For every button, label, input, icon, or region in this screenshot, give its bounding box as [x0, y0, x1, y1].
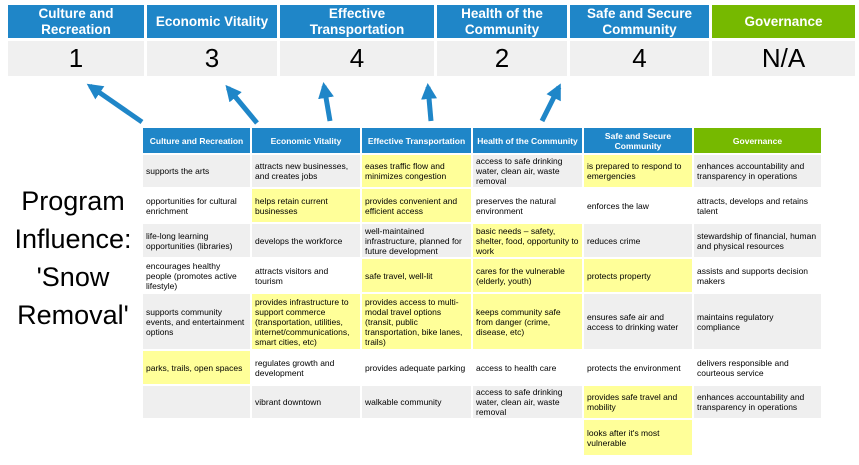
matrix-cell: access to safe drinking water, clean air, waste removal — [473, 386, 582, 418]
score-value-economic-vitality: 3 — [147, 41, 277, 76]
matrix-cell — [694, 420, 821, 455]
score-header-safe-and-secure-community: Safe and Secure Community — [570, 5, 709, 38]
matrix-cell: parks, trails, open spaces — [143, 351, 250, 384]
score-value-safe-and-secure-community: 4 — [570, 41, 709, 76]
score-value-culture-and-recreation: 1 — [8, 41, 144, 76]
matrix-cell: opportunities for cultural enrichment — [143, 189, 250, 222]
matrix-cell: protects property — [584, 259, 692, 292]
up-right-arrow-icon-safe — [542, 87, 559, 121]
matrix-header-safe-and-secure-community: Safe and Secure Community — [584, 128, 692, 153]
score-value-governance: N/A — [712, 41, 855, 76]
influence-arrows — [0, 78, 859, 133]
matrix-cell: enhances accountability and transparency in operations — [694, 386, 821, 418]
matrix-cell: vibrant downtown — [252, 386, 360, 418]
matrix-cell: assists and supports decision makers — [694, 259, 821, 292]
matrix-header-governance: Governance — [694, 128, 821, 153]
matrix-cell: access to safe drinking water, clean air, waste removal — [473, 155, 582, 187]
program-label-line: 'Snow — [36, 262, 110, 292]
score-header-health-of-the-community: Health of the Community — [437, 5, 567, 38]
matrix-cell: protects the environment — [584, 351, 692, 384]
matrix-cell — [362, 420, 471, 455]
matrix-cell: life-long learning opportunities (libraries) — [143, 224, 250, 257]
up-arrow-icon-transportation — [324, 86, 330, 121]
matrix-cell: supports community events, and entertainment options — [143, 294, 250, 349]
matrix-cell: preserves the natural environment — [473, 189, 582, 222]
matrix-cell: stewardship of financial, human and physical resources — [694, 224, 821, 257]
matrix-cell: develops the workforce — [252, 224, 360, 257]
score-value-effective-transportation: 4 — [280, 41, 434, 76]
matrix-cell: safe travel, well-lit — [362, 259, 471, 292]
matrix-header-health-of-the-community: Health of the Community — [473, 128, 582, 153]
up-arrow-icon-health — [428, 87, 431, 121]
matrix-cell: basic needs – safety, shelter, food, opportunity to work — [473, 224, 582, 257]
matrix-cell: cares for the vulnerable (elderly, youth) — [473, 259, 582, 292]
score-value-health-of-the-community: 2 — [437, 41, 567, 76]
matrix-cell — [473, 420, 582, 455]
matrix-cell: attracts, develops and retains talent — [694, 189, 821, 222]
matrix-cell: provides infrastructure to support commerce (transportation, utilities, internet/communications, smart cities, etc) — [252, 294, 360, 349]
matrix-cell: regulates growth and development — [252, 351, 360, 384]
matrix-cell: access to health care — [473, 351, 582, 384]
matrix-cell: is prepared to respond to emergencies — [584, 155, 692, 187]
up-left-arrow-icon-economic — [228, 88, 257, 123]
matrix-cell — [252, 420, 360, 455]
program-influence-label — [0, 182, 146, 334]
matrix-cell: eases traffic flow and minimizes congestion — [362, 155, 471, 187]
matrix-cell: looks after it's most vulnerable — [584, 420, 692, 455]
matrix-header-culture-and-recreation: Culture and Recreation — [143, 128, 250, 153]
matrix-cell: well-maintained infrastructure, planned for future development — [362, 224, 471, 257]
program-label-line: Influence: — [14, 224, 132, 254]
matrix-cell: provides adequate parking — [362, 351, 471, 384]
up-left-arrow-icon-culture — [90, 86, 142, 122]
score-header-effective-transportation: Effective Transportation — [280, 5, 434, 38]
score-header-economic-vitality: Economic Vitality — [147, 5, 277, 38]
matrix-cell: helps retain current businesses — [252, 189, 360, 222]
matrix-cell: provides convenient and efficient access — [362, 189, 471, 222]
matrix-cell: provides access to multi-modal travel options (transit, public transportation, bike lanes, trails) — [362, 294, 471, 349]
matrix-cell: provides safe travel and mobility — [584, 386, 692, 418]
influence-matrix — [143, 128, 821, 455]
matrix-cell: enforces the law — [584, 189, 692, 222]
matrix-cell: delivers responsible and courteous service — [694, 351, 821, 384]
matrix-cell: attracts new businesses, and creates jobs — [252, 155, 360, 187]
score-header-governance: Governance — [712, 5, 855, 38]
matrix-cell: ensures safe air and access to drinking water — [584, 294, 692, 349]
program-label-line: Removal' — [17, 300, 129, 330]
matrix-cell: attracts visitors and tourism — [252, 259, 360, 292]
matrix-header-economic-vitality: Economic Vitality — [252, 128, 360, 153]
matrix-cell: walkable community — [362, 386, 471, 418]
program-label-line: Program — [21, 186, 125, 216]
matrix-cell: encourages healthy people (promotes active lifestyle) — [143, 259, 250, 292]
score-header-culture-and-recreation: Culture and Recreation — [8, 5, 144, 38]
matrix-cell — [143, 420, 250, 455]
matrix-cell: supports the arts — [143, 155, 250, 187]
scoreboard — [8, 5, 855, 76]
matrix-cell: maintains regulatory compliance — [694, 294, 821, 349]
matrix-cell: enhances accountability and transparency in operations — [694, 155, 821, 187]
matrix-cell: keeps community safe from danger (crime, disease, etc) — [473, 294, 582, 349]
matrix-header-effective-transportation: Effective Transportation — [362, 128, 471, 153]
matrix-cell — [143, 386, 250, 418]
matrix-cell: reduces crime — [584, 224, 692, 257]
